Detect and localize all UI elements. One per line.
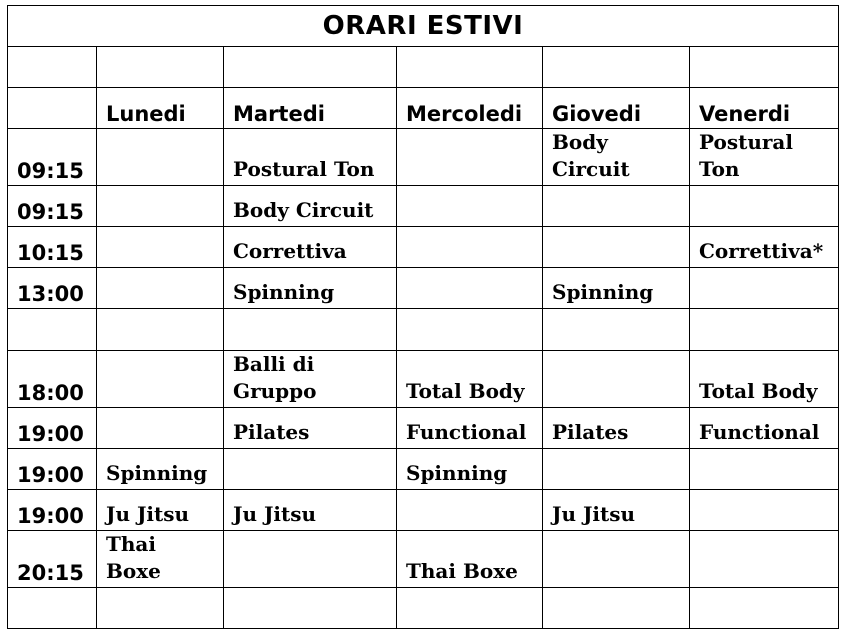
schedule-row — [8, 588, 839, 629]
class-name: Total Body — [699, 379, 818, 403]
class-name: Thai — [106, 532, 156, 556]
schedule-row — [8, 490, 839, 531]
class-cell-martedi — [224, 268, 397, 309]
class-cell-mercoledi — [397, 531, 543, 588]
class-name: Functional — [406, 420, 527, 444]
class-name: Gruppo — [233, 379, 317, 403]
time-cell: 19:00 — [8, 490, 97, 531]
schedule-table — [7, 5, 839, 629]
time-cell — [8, 309, 97, 351]
spacer-row — [8, 47, 839, 88]
schedule-row — [8, 186, 839, 227]
schedule-row — [8, 129, 839, 186]
class-cell-lunedi — [97, 351, 224, 408]
class-cell-mercoledi — [397, 408, 543, 449]
class-name: Circuit — [552, 157, 630, 181]
class-cell-lunedi — [97, 408, 224, 449]
schedule-row — [8, 268, 839, 309]
class-cell-venerdi — [690, 531, 839, 588]
time-cell: 19:00 — [8, 408, 97, 449]
class-cell-mercoledi — [397, 227, 543, 268]
time-cell: 09:15 — [8, 129, 97, 186]
class-name: Spinning — [552, 280, 654, 304]
class-cell-lunedi — [97, 309, 224, 351]
class-cell-mercoledi — [397, 129, 543, 186]
class-cell-giovedi — [543, 129, 690, 186]
class-cell-lunedi — [97, 490, 224, 531]
class-cell-giovedi — [543, 351, 690, 408]
class-cell-lunedi — [97, 129, 224, 186]
class-cell-giovedi — [543, 531, 690, 588]
class-name: Correttiva* — [699, 239, 824, 263]
empty-cell — [397, 47, 543, 88]
class-cell-venerdi — [690, 309, 839, 351]
class-name: Pilates — [233, 420, 310, 444]
day-header-lunedi: Lunedi — [97, 88, 224, 129]
class-cell-giovedi — [543, 309, 690, 351]
class-cell-mercoledi — [397, 351, 543, 408]
class-cell-venerdi — [690, 490, 839, 531]
day-header-venerdi: Venerdi — [690, 88, 839, 129]
class-cell-martedi — [224, 309, 397, 351]
class-name: Ju Jitsu — [233, 502, 317, 526]
time-cell: 10:15 — [8, 227, 97, 268]
class-cell-martedi — [224, 227, 397, 268]
class-cell-martedi — [224, 449, 397, 490]
empty-cell — [8, 47, 97, 88]
class-name: Spinning — [406, 461, 508, 485]
class-name: Ju Jitsu — [106, 502, 190, 526]
class-name: Ton — [699, 157, 740, 181]
class-cell-venerdi — [690, 186, 839, 227]
time-cell: 20:15 — [8, 531, 97, 588]
schedule-row — [8, 309, 839, 351]
time-cell: 18:00 — [8, 351, 97, 408]
empty-cell — [224, 47, 397, 88]
class-cell-martedi — [224, 186, 397, 227]
time-cell — [8, 588, 97, 629]
schedule-row — [8, 227, 839, 268]
class-cell-martedi — [224, 351, 397, 408]
class-name: Thai Boxe — [406, 559, 518, 583]
class-cell-giovedi — [543, 449, 690, 490]
class-cell-martedi — [224, 129, 397, 186]
class-name: Body — [552, 130, 608, 154]
class-cell-lunedi — [97, 268, 224, 309]
class-name: Boxe — [106, 559, 161, 583]
day-header-row — [8, 88, 839, 129]
empty-cell — [690, 47, 839, 88]
empty-cell — [97, 47, 224, 88]
class-name: Pilates — [552, 420, 629, 444]
class-cell-venerdi — [690, 588, 839, 629]
class-cell-venerdi — [690, 351, 839, 408]
class-cell-venerdi — [690, 408, 839, 449]
class-cell-lunedi — [97, 531, 224, 588]
class-cell-martedi — [224, 408, 397, 449]
time-cell: 19:00 — [8, 449, 97, 490]
class-cell-lunedi — [97, 186, 224, 227]
time-cell: 09:15 — [8, 186, 97, 227]
schedule-row — [8, 531, 839, 588]
class-cell-mercoledi — [397, 490, 543, 531]
class-cell-martedi — [224, 588, 397, 629]
class-cell-giovedi — [543, 588, 690, 629]
class-cell-giovedi — [543, 186, 690, 227]
day-header-martedi: Martedi — [224, 88, 397, 129]
schedule-row — [8, 351, 839, 408]
class-name: Postural — [699, 130, 793, 154]
class-cell-giovedi — [543, 268, 690, 309]
class-name: Ju Jitsu — [552, 502, 636, 526]
class-cell-giovedi — [543, 227, 690, 268]
schedule-row — [8, 408, 839, 449]
class-name: Functional — [699, 420, 820, 444]
class-cell-mercoledi — [397, 186, 543, 227]
class-cell-giovedi — [543, 408, 690, 449]
class-name: Correttiva — [233, 239, 347, 263]
class-cell-venerdi — [690, 129, 839, 186]
class-cell-venerdi — [690, 449, 839, 490]
class-cell-lunedi — [97, 449, 224, 490]
class-cell-venerdi — [690, 268, 839, 309]
class-cell-giovedi — [543, 490, 690, 531]
class-name: Postural Ton — [233, 157, 375, 181]
class-name: Spinning — [233, 280, 335, 304]
class-cell-martedi — [224, 490, 397, 531]
class-name: Total Body — [406, 379, 525, 403]
day-header-giovedi: Giovedi — [543, 88, 690, 129]
class-cell-lunedi — [97, 227, 224, 268]
class-cell-venerdi — [690, 227, 839, 268]
class-cell-mercoledi — [397, 309, 543, 351]
class-cell-lunedi — [97, 588, 224, 629]
time-cell: 13:00 — [8, 268, 97, 309]
class-cell-mercoledi — [397, 588, 543, 629]
class-name: Balli di — [233, 352, 315, 376]
class-cell-martedi — [224, 531, 397, 588]
schedule-row — [8, 449, 839, 490]
class-cell-mercoledi — [397, 268, 543, 309]
time-header-cell — [8, 88, 97, 129]
class-cell-mercoledi — [397, 449, 543, 490]
empty-cell — [543, 47, 690, 88]
schedule-title: ORARI ESTIVI — [8, 6, 839, 47]
day-header-mercoledi: Mercoledi — [397, 88, 543, 129]
class-name: Spinning — [106, 461, 208, 485]
title-row — [8, 6, 839, 47]
class-name: Body Circuit — [233, 198, 374, 222]
